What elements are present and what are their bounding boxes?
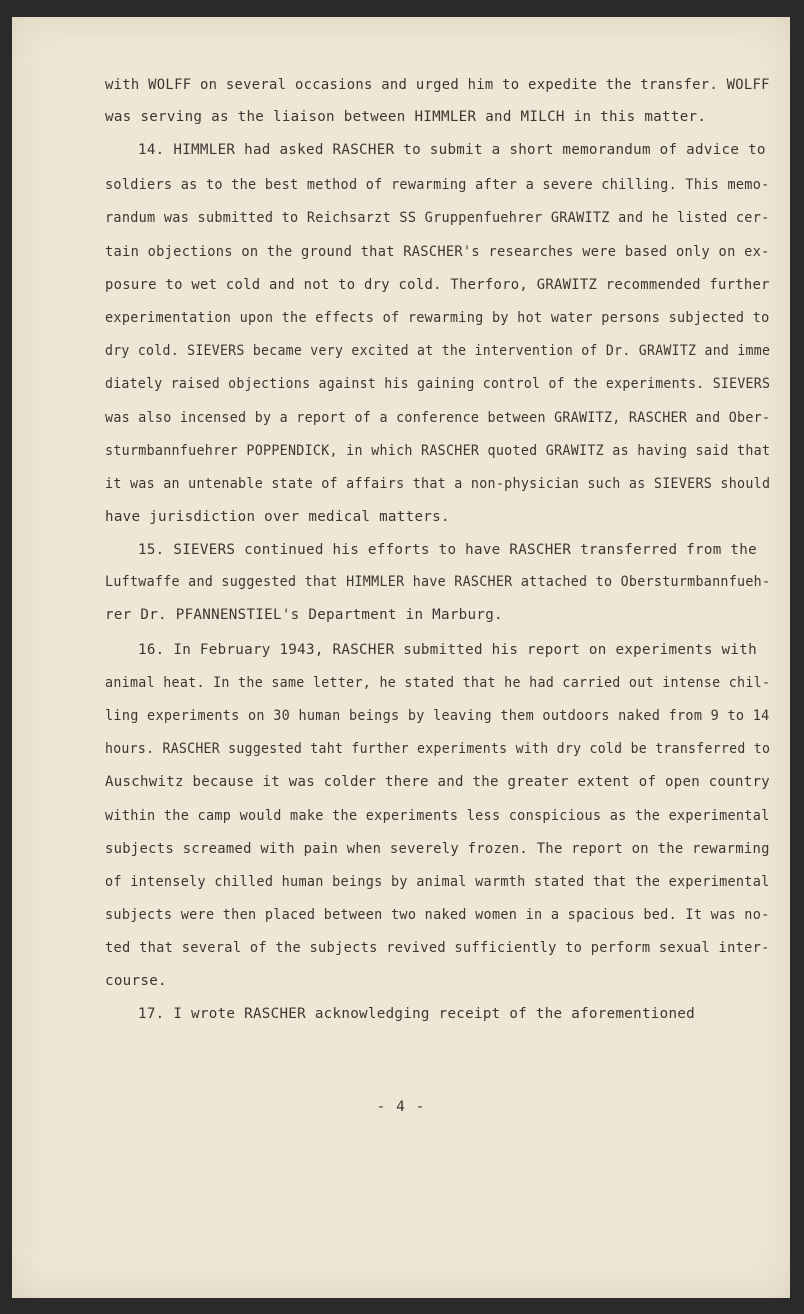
- text-line: subjects were then placed between two naked women in a spacious bed. It was no-: [105, 907, 770, 923]
- text-line: of intensely chilled human beings by animal warmth stated that the experimental: [105, 874, 770, 890]
- text-line: was serving as the liaison between HIMMLER and MILCH in this matter.: [105, 109, 707, 125]
- paragraph-14-start: 14. HIMMLER had asked RASCHER to submit a short memorandum of advice to: [138, 142, 766, 158]
- text-line: course.: [105, 973, 167, 989]
- paragraph-17-start: 17. I wrote RASCHER acknowledging receipt of the aforementioned: [138, 1006, 696, 1022]
- text-line: tain objections on the ground that RASCHER's researches were based only on ex-: [105, 244, 770, 260]
- text-line: dry cold. SIEVERS became very excited at the intervention of Dr. GRAWITZ and imme: [105, 343, 771, 359]
- text-line: Auschwitz because it was colder there and the greater extent of open country: [105, 774, 770, 790]
- text-line: hours. RASCHER suggested taht further experiments with dry cold be transferred to: [105, 741, 771, 757]
- text-line: with WOLFF on several occasions and urged him to expedite the transfer. WOLFF: [105, 77, 770, 93]
- paragraph-15-start: 15. SIEVERS continued his efforts to have RASCHER transferred from the: [138, 542, 757, 558]
- text-line: was also incensed by a report of a conference between GRAWITZ, RASCHER and Ober-: [105, 410, 771, 426]
- text-line: randum was submitted to Reichsarzt SS Gruppenfuehrer GRAWITZ and he listed cer-: [105, 210, 770, 226]
- document-page: [12, 17, 790, 1298]
- text-line: ted that several of the subjects revived sufficiently to perform sexual inter-: [105, 940, 770, 956]
- text-line: rer Dr. PFANNENSTIEL's Department in Marburg.: [105, 607, 503, 623]
- text-line: it was an untenable state of affairs that a non-physician such as SIEVERS should: [105, 476, 771, 492]
- text-line: diately raised objections against his gaining control of the experiments. SIEVERS: [105, 376, 771, 392]
- paragraph-16-start: 16. In February 1943, RASCHER submitted his report on experiments with: [138, 642, 757, 658]
- text-line: animal heat. In the same letter, he stated that he had carried out intense chil-: [105, 675, 771, 691]
- text-line: Luftwaffe and suggested that HIMMLER have RASCHER attached to Obersturmbannfueh-: [105, 574, 771, 590]
- text-line: ling experiments on 30 human beings by leaving them outdoors naked from 9 to 14: [105, 708, 770, 724]
- page-number: - 4 -: [376, 1099, 426, 1115]
- text-line: posure to wet cold and not to dry cold. Therforo, GRAWITZ recommended further: [105, 277, 770, 293]
- text-line: soldiers as to the best method of rewarming after a severe chilling. This memo-: [105, 177, 770, 193]
- text-line: experimentation upon the effects of rewarming by hot water persons subjected to: [105, 310, 770, 326]
- text-line: within the camp would make the experiments less conspicious as the experimental: [105, 808, 770, 824]
- text-line: sturmbannfuehrer POPPENDICK, in which RASCHER quoted GRAWITZ as having said that: [105, 443, 771, 459]
- text-line: have jurisdiction over medical matters.: [105, 509, 450, 525]
- text-line: subjects screamed with pain when severely frozen. The report on the rewarming: [105, 841, 770, 857]
